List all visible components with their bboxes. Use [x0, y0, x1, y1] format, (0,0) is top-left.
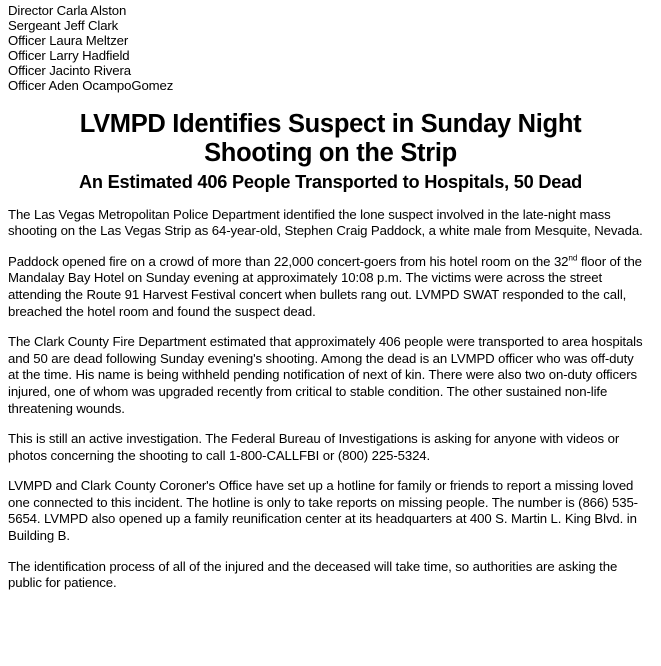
paragraph-shooting-details: [8, 254, 648, 320]
paragraph-fbi-tip-line: This is still an active investigation. The Federal Bureau of Investigations is asking for anyone with videos or photos concerning the shooting to call 1-800-CALLFBI or (800) 225-5324.: [8, 431, 620, 463]
paragraph-suspect-identified: The Las Vegas Metropolitan Police Department identified the lone suspect involved in the late-night mass shooting on the Las Vegas Strip as 64-year-old, Stephen Craig Paddock, a white male from Mesquite, Nevada.: [8, 206, 643, 239]
paragraph-casualty-counts: The Clark County Fire Department estimated that approximately 406 people were transported to area hospitals and 50 are dead following Sunday evening's shooting. Among the dead is an LVMPD officer who was off-duty at the time. His name is being withheld pending notification of next of kin. There were also two on-duty officers injured, one of whom was upgraded recently from critical to stable condition. The other sustained non-life threatening wounds.: [8, 334, 643, 416]
page-title: LVMPD Identifies Suspect in Sunday Night Shooting on the Strip: [79, 109, 582, 168]
ordinal-suffix: nd: [568, 253, 578, 263]
page-subtitle: An Estimated 406 People Transported to Hospitals, 50 Dead: [78, 171, 582, 192]
paragraph-missing-persons-hotline: LVMPD and Clark County Coroner's Office have set up a hotline for family or friends to report a missing loved one connected to this incident. The hotline is only to take reports on missing people. The number is (866) 535-5654. LVMPD also opened up a family reunification center at its headquarters at 400 S. Martin L. King Blvd. in Building B.: [8, 478, 638, 544]
body-copy: [8, 207, 653, 592]
contact-list: [8, 0, 653, 94]
contact-line-officer-meltzer: Officer Laura Meltzer: [8, 33, 129, 49]
contact-line-officer-hadfield: Officer Larry Hadfield: [8, 48, 130, 64]
contact-line-officer-ocampogomez: Officer Aden OcampoGomez: [8, 78, 174, 94]
paragraph-identification-process: The identification process of all of the injured and the deceased will take time, so authorities are asking the public for patience.: [8, 558, 618, 591]
headline-block: [8, 110, 653, 193]
contact-line-sergeant: Sergeant Jeff Clark: [8, 18, 119, 34]
paragraph-2-text-after-ordinal: floor of the Mandalay Bay Hotel on Sunday evening at approximately 10:08 p.m. The victims were across the street attending the Route 91 Harvest Festival concert when bullets rang out. LVMPD SWAT responded to the call, breached the hotel room and found the suspect dead.: [8, 253, 642, 319]
paragraph-2-text-before-ordinal: Paddock opened fire on a crowd of more than 22,000 concert-goers from his hotel room on the 32: [8, 253, 569, 269]
contact-line-officer-rivera: Officer Jacinto Rivera: [8, 63, 131, 79]
contact-line-director: Director Carla Alston: [8, 3, 127, 18]
